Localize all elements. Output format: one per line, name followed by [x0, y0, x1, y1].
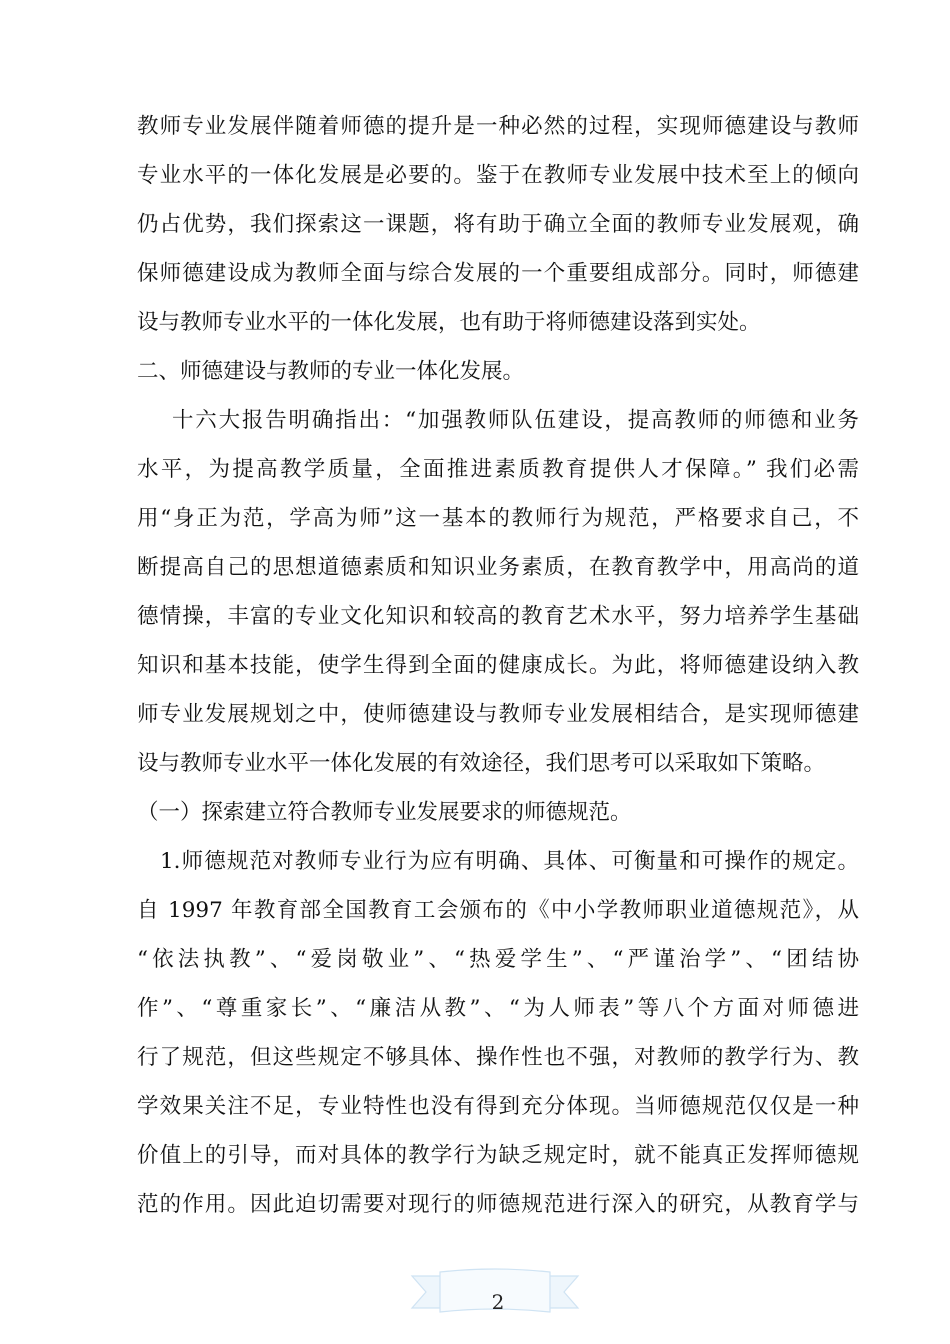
paragraph-line: 作”、“尊重家长”、“廉洁从教”、“为人师表”等八个方面对师德进: [137, 996, 859, 1021]
paragraph-line: 1.师德规范对教师专业行为应有明确、具体、可衡量和可操作的规定。: [160, 849, 859, 874]
paragraph-line: 学效果关注不足，专业特性也没有得到充分体现。当师德规范仅仅是一种: [137, 1094, 859, 1119]
paragraph-line: 行了规范，但这些规定不够具体、操作性也不强，对教师的教学行为、教: [137, 1045, 859, 1070]
paragraph-line: 范的作用。因此迫切需要对现行的师德规范进行深入的研究，从教育学与: [137, 1192, 859, 1217]
paragraph-line: 断提高自己的思想道德素质和知识业务素质，在教育教学中，用高尚的道: [137, 555, 859, 580]
paragraph-line: 自 1997 年教育部全国教育工会颁布的《中小学教师职业道德规范》，从: [137, 898, 859, 923]
section-heading: 二、师德建设与教师的专业一体化发展。: [137, 359, 525, 384]
paragraph-line: 水平，为提高教学质量，全面推进素质教育提供人才保障。” 我们必需: [137, 457, 859, 482]
paragraph-line: 仍占优势，我们探索这一课题，将有助于确立全面的教师专业发展观，确: [137, 212, 859, 237]
subsection-heading: （一）探索建立符合教师专业发展要求的师德规范。: [137, 800, 632, 825]
paragraph-line: 知识和基本技能，使学生得到全面的健康成长。为此，将师德建设纳入教: [137, 653, 859, 678]
paragraph-line: 设与教师专业水平一体化发展的有效途径，我们思考可以采取如下策略。: [137, 751, 826, 776]
paragraph-line: 价值上的引导，而对具体的教学行为缺乏规定时，就不能真正发挥师德规: [137, 1143, 859, 1168]
paragraph-line: 保师德建设成为教师全面与综合发展的一个重要组成部分。同时，师德建: [137, 261, 859, 286]
paragraph-line: 德情操，丰富的专业文化知识和较高的教育艺术水平，努力培养学生基础: [137, 604, 859, 629]
paragraph-line: 专业水平的一体化发展是必要的。鉴于在教师专业发展中技术至上的倾向: [137, 163, 859, 188]
paragraph-line: 师专业发展规划之中，使师德建设与教师专业发展相结合，是实现师德建: [137, 702, 859, 727]
paragraph-line: 用“身正为范，学高为师”这一基本的教师行为规范，严格要求自己，不: [137, 506, 859, 531]
paragraph-line: 设与教师专业水平的一体化发展，也有助于将师德建设落到实处。: [137, 310, 761, 335]
page-number: 2: [491, 1290, 505, 1314]
paragraph-line: 十六大报告明确指出：“加强教师队伍建设，提高教师的师德和业务: [172, 408, 859, 433]
paragraph-line: “依法执教”、“爱岗敬业”、“热爱学生”、“严谨治学”、“团结协: [137, 947, 859, 972]
paragraph-line: 教师专业发展伴随着师德的提升是一种必然的过程，实现师德建设与教师: [137, 114, 859, 139]
